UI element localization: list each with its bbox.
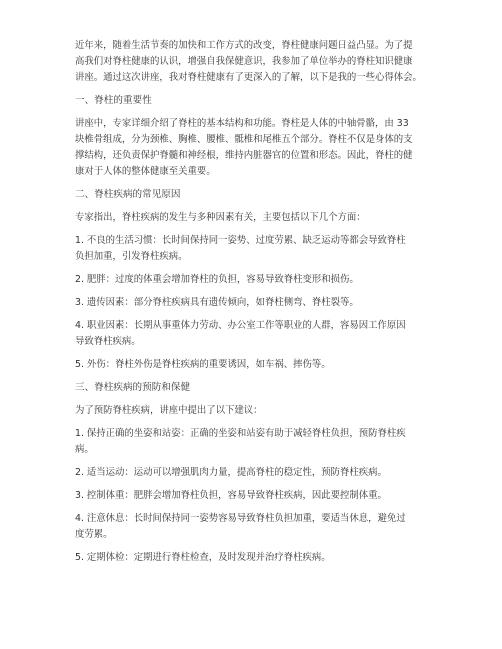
text-line: 撑结构，还负责保护脊髓和神经根，维持内脏器官的位置和形态。因此，脊柱的健 [75, 150, 413, 161]
text-line: 2. 肥胖：过度的体重会增加脊柱的负担，容易导致脊柱变形和损伤。 [75, 274, 359, 285]
list-item [75, 465, 445, 481]
list-item [75, 488, 445, 504]
text-line: 近年来，随着生活节奏的加快和工作方式的改变，脊柱健康问题日益凸显。为了提 [75, 40, 413, 51]
text-line: 康对于人体的整体健康至关重要。 [75, 166, 216, 177]
list-item [75, 233, 445, 265]
text-line: 负担加重，引发脊柱疾病。 [75, 251, 188, 262]
document-body [75, 38, 445, 566]
section-heading-causes: 二、脊柱疾病的常见原因 [75, 189, 181, 200]
text-line: 导致脊柱疾病。 [75, 336, 141, 347]
text-line: 1. 保持正确的坐姿和站姿：正确的坐姿和站姿有助于减轻脊柱负担，预防脊柱疾 [75, 428, 406, 439]
text-line: 3. 控制体重：肥胖会增加脊柱负担，容易导致脊柱疾病，因此要控制体重。 [75, 490, 387, 501]
section-heading-prevention: 三、脊柱疾病的预防和保健 [75, 382, 191, 393]
text-line: 高我们对脊柱健康的认识，增强自我保健意识，我参加了单位举办的脊柱知识健康 [75, 56, 413, 67]
section-heading-importance: 一、脊柱的重要性 [75, 95, 152, 106]
list-item [75, 272, 445, 288]
text-line: 2. 适当运动：运动可以增强肌肉力量，提高脊柱的稳定性，预防脊柱疾病。 [75, 467, 387, 478]
intro-paragraph [75, 38, 445, 86]
text-line: 4. 注意休息：长时间保持同一姿势容易导致脊柱负担加重，要适当休息，避免过 [75, 513, 406, 524]
text-line: 度劳累。 [75, 529, 113, 540]
text-line: 3. 遗传因素：部分脊柱疾病具有遗传倾向，如脊柱侧弯、脊柱裂等。 [75, 297, 359, 308]
list-item [75, 295, 445, 311]
text-line: 1. 不良的生活习惯：长时间保持同一姿势、过度劳累、缺乏运动等都会导致脊柱 [75, 235, 406, 246]
list-item [75, 318, 445, 350]
section-paragraph [75, 116, 445, 180]
text-line: 讲座中，专家详细介绍了脊柱的基本结构和功能。脊柱是人体的中轴骨骼，由 33 [75, 118, 409, 129]
text-line: 5. 外伤：脊柱外伤是脊柱疾病的重要诱因，如车祸、摔伤等。 [75, 359, 331, 370]
text-line: 讲座。通过这次讲座，我对脊柱健康有了更深入的了解，以下是我的一些心得体会。 [75, 72, 422, 83]
list-item [75, 357, 445, 373]
text-line: 5. 定期体检：定期进行脊柱检查，及时发现并治疗脊柱疾病。 [75, 552, 331, 563]
text-line: 病。 [75, 444, 94, 455]
text-line: 块椎骨组成，分为颈椎、胸椎、腰椎、骶椎和尾椎五个部分。脊柱不仅是身体的支 [75, 134, 413, 145]
section-intro: 为了预防脊柱疾病，讲座中提出了以下建议： [75, 405, 263, 416]
text-line: 4. 职业因素：长期从事重体力劳动、办公室工作等职业的人群，容易因工作原因 [75, 320, 406, 331]
list-item [75, 426, 445, 458]
section-intro: 专家指出，脊柱疾病的发生与多种因素有关，主要包括以下几个方面： [75, 212, 366, 223]
list-item [75, 511, 445, 543]
list-item [75, 550, 445, 566]
